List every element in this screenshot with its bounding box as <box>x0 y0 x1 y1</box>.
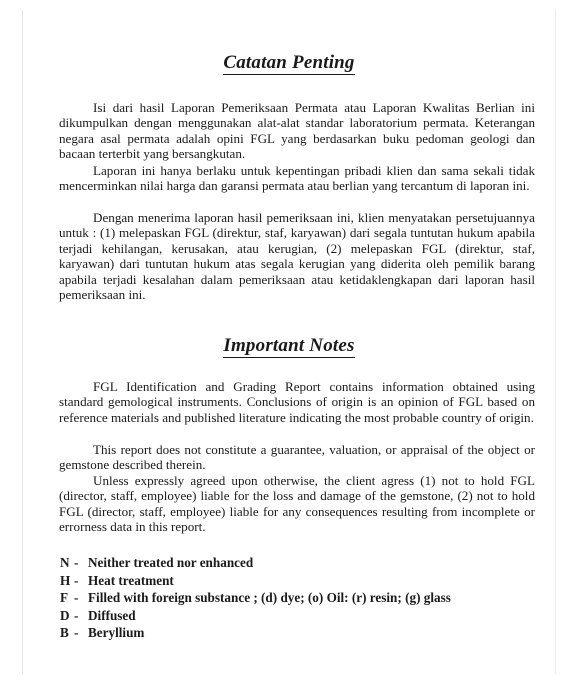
legend-text: Neither treated nor enhanced <box>88 555 254 570</box>
legend-separator: - <box>74 572 79 588</box>
legend-separator: - <box>74 590 79 605</box>
indonesian-paragraph-2: Laporan ini hanya berlaku untuk kepentingan pribadi klien dan sama sekali tidak mencerminkan nilai harga dan garansi permata atau berlian yang tercantum di laporan ini. <box>59 163 535 194</box>
legend-separator: - <box>74 555 79 570</box>
legend-separator: - <box>74 625 79 640</box>
legend-text: Beryllium <box>88 625 145 640</box>
section-title-indonesian-text: Catatan Penting <box>223 52 355 73</box>
legend-text: Filled with foreign substance ; (d) dye; (o) Oil: (r) resin; (g) glass <box>88 590 451 605</box>
section-title-english-text: Important Notes <box>223 335 355 356</box>
legend-item <box>60 589 451 607</box>
legend-code: F <box>60 590 69 605</box>
legend-code: N <box>60 555 70 570</box>
legend-code: D <box>60 607 70 623</box>
report-notes-card <box>22 10 556 674</box>
legend-code: B <box>60 625 69 640</box>
legend-item <box>60 607 451 625</box>
indonesian-paragraph-3: Dengan menerima laporan hasil pemeriksaan ini, klien menyatakan persetujuannya untuk : (1) melepaskan FGL (direktur, staf, karyawan) dari segala tuntutan hukum apabila terjadi kehilangan, kerusakan, atau kerugian, (2) melepaskan FGL (direktur, staf, karyawan) dari tuntutan hukum atas segala kerugian yang diderita oleh pemilik barang apabila terjadi kesalahan dalam pemeriksaan atau ketidaklengkapan dari laporan hasil pemeriksaan ini. <box>59 210 535 303</box>
legend-separator: - <box>74 607 79 623</box>
section-title-indonesian <box>23 52 555 74</box>
english-paragraph-1: FGL Identification and Grading Report contains information obtained using standard gemological instruments. Conclusions of origin is an opinion of FGL based on reference materials and published literature indicating the most probable country of origin. <box>59 379 535 425</box>
english-paragraph-3: Unless expressly agreed upon otherwise, the client agress (1) not to hold FGL (director, staff, employee) liable for the loss and damage of the gemstone, (2) not to hold FGL (director, staff, employee) liable for any consequences resulting from incomplete or errorness data in this report. <box>59 473 535 535</box>
treatment-code-legend <box>60 554 451 642</box>
legend-text: Diffused <box>88 607 136 623</box>
legend-item <box>60 624 451 642</box>
indonesian-paragraph-1: Isi dari hasil Laporan Pemeriksaan Permata atau Laporan Kwalitas Berlian ini dikumpulkan dengan menggunakan alat-alat standar laboratorium permata. Keterangan negara asal permata adalah opini FGL yang berdasarkan buku pedoman geologi dan bacaan terterbit yang bersangkutan. <box>59 100 535 162</box>
english-paragraph-2: This report does not constitute a guarantee, valuation, or appraisal of the object or gemstone described therein. <box>59 442 535 473</box>
legend-item <box>60 572 451 590</box>
legend-text: Heat treatment <box>88 572 174 588</box>
legend-code: H <box>60 572 71 588</box>
section-title-english <box>23 335 555 357</box>
legend-item <box>60 554 451 572</box>
